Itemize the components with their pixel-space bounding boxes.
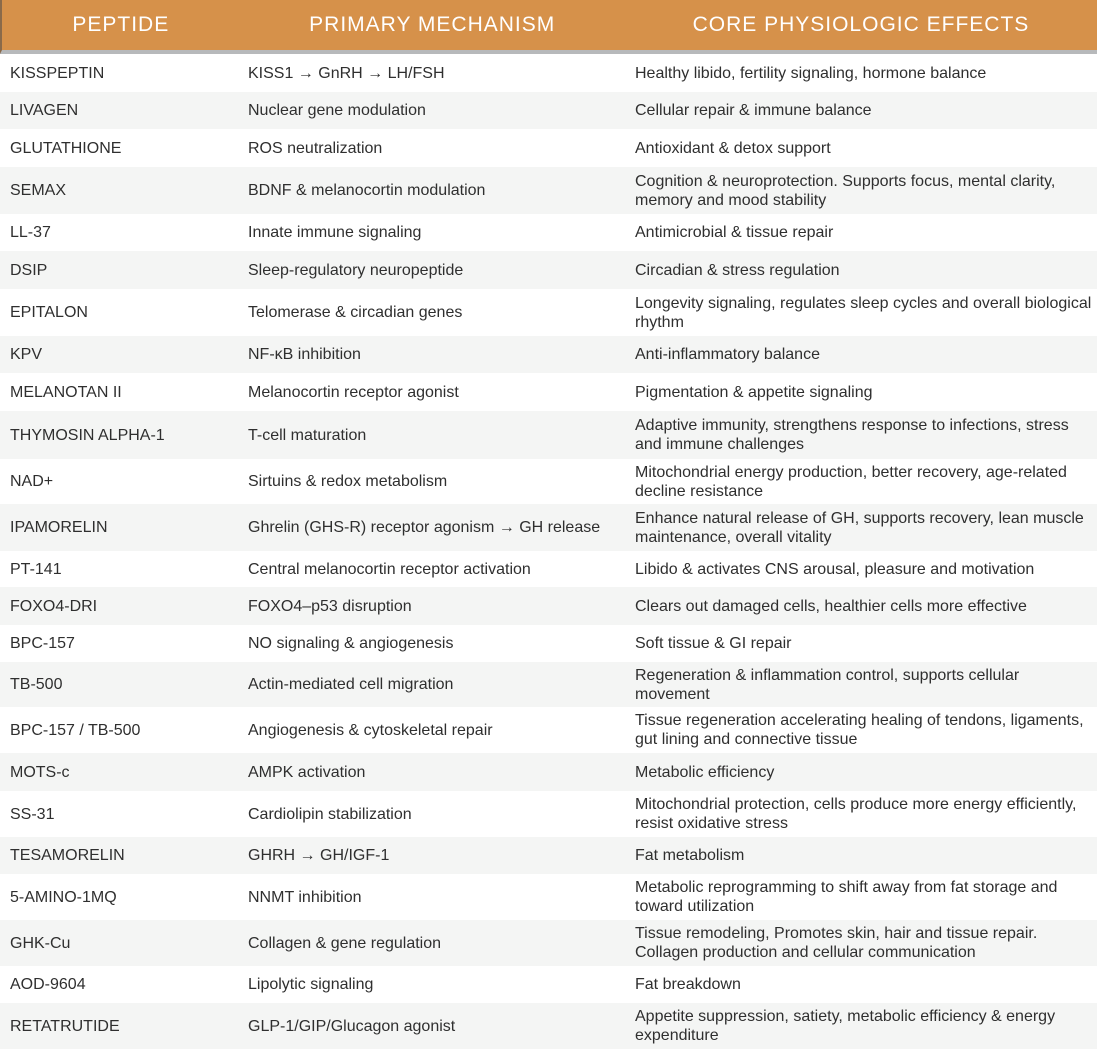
effects-cell: Fat breakdown (635, 976, 741, 993)
peptide-cell: MOTS-c (10, 763, 70, 781)
peptide-cell: TB-500 (10, 676, 63, 693)
table-row (0, 373, 1097, 411)
table-row (0, 837, 1097, 874)
mechanism-cell: Actin-mediated cell migration (248, 676, 454, 693)
table-row (0, 791, 1097, 837)
mechanism-cell: Lipolytic signaling (248, 976, 374, 993)
mechanism-cell: Angiogenesis & cytoskeletal repair (248, 721, 493, 739)
table-row (0, 92, 1097, 129)
table-row (0, 551, 1097, 587)
table-row (0, 625, 1097, 662)
peptide-cell: PT-141 (10, 560, 62, 578)
header-core-physiologic-effects: CORE PHYSIOLOGIC EFFECTS (692, 13, 1030, 36)
effects-cell: Antioxidant & detox support (635, 139, 831, 157)
table-row (0, 920, 1097, 966)
peptide-cell: BPC-157 (10, 635, 75, 652)
peptide-cell: SS-31 (10, 805, 55, 823)
effects-cell: Cellular repair & immune balance (635, 102, 872, 119)
mechanism-cell: BDNF & melanocortin modulation (248, 182, 486, 199)
effects-cell: Libido & activates CNS arousal, pleasure and motivation (635, 560, 1035, 578)
table-row (0, 707, 1097, 753)
mechanism-cell: Ghrelin (GHS-R) receptor agonism → GH release (248, 519, 601, 536)
mechanism-cell: NO signaling & angiogenesis (248, 635, 454, 652)
peptide-cell: NAD+ (10, 473, 54, 490)
table-row (0, 411, 1097, 459)
peptide-cell: AOD-9604 (10, 976, 86, 993)
mechanism-cell: Central melanocortin receptor activation (248, 560, 531, 578)
mechanism-cell: Collagen & gene regulation (248, 934, 442, 952)
mechanism-cell: T-cell maturation (248, 426, 367, 444)
mechanism-cell: NF-κB inhibition (248, 346, 361, 363)
effects-cell: Cognition & neuroprotection. Supports focus, mental clarity, memory and mood stability (635, 172, 1056, 209)
peptide-cell: LL-37 (10, 224, 51, 241)
table-row (0, 504, 1097, 551)
peptide-cell: LIVAGEN (10, 102, 79, 119)
table-body (0, 54, 1097, 1049)
peptide-cell: GLUTATHIONE (10, 139, 122, 157)
effects-cell: Metabolic efficiency (635, 763, 775, 781)
effects-cell: Soft tissue & GI repair (635, 635, 792, 652)
mechanism-cell: Innate immune signaling (248, 224, 422, 241)
table-row (0, 54, 1097, 92)
mechanism-cell: GHRH → GH/IGF-1 (248, 847, 390, 864)
effects-cell: Circadian & stress regulation (635, 261, 840, 279)
header-peptide: PEPTIDE (72, 13, 170, 36)
table-row (0, 753, 1097, 791)
peptide-cell: KPV (10, 346, 43, 363)
table-row (0, 587, 1097, 625)
peptide-cell: IPAMORELIN (10, 519, 108, 536)
table-row (0, 214, 1097, 251)
mechanism-cell: Sleep-regulatory neuropeptide (248, 261, 464, 279)
table-row (0, 1003, 1097, 1049)
effects-cell: Mitochondrial energy production, better recovery, age-related decline resistance (635, 463, 1067, 500)
table-row (0, 459, 1097, 504)
peptide-cell: KISSPEPTIN (10, 64, 105, 82)
effects-cell: Healthy libido, fertility signaling, hormone balance (635, 64, 987, 82)
effects-cell: Appetite suppression, satiety, metabolic efficiency & energy expenditure (635, 1008, 1056, 1044)
mechanism-cell: GLP-1/GIP/Glucagon agonist (248, 1017, 456, 1035)
table-row (0, 251, 1097, 289)
table-row (0, 129, 1097, 167)
effects-cell: Anti-inflammatory balance (635, 346, 820, 363)
peptide-cell: FOXO4-DRI (10, 597, 98, 615)
mechanism-cell: Telomerase & circadian genes (248, 304, 463, 321)
effects-cell: Fat metabolism (635, 847, 745, 864)
effects-cell: Tissue remodeling, Promotes skin, hair and tissue repair. Collagen production and cellular communication (635, 925, 1038, 961)
table-row (0, 336, 1097, 373)
effects-cell: Enhance natural release of GH, supports recovery, lean muscle maintenance, overall vitality (635, 509, 1084, 546)
peptide-cell: EPITALON (10, 304, 88, 321)
effects-cell: Regeneration & inflammation control, supports cellular movement (635, 666, 1020, 703)
effects-cell: Adaptive immunity, strengthens response to infections, stress and immune challenges (635, 417, 1069, 453)
mechanism-cell: FOXO4–p53 disruption (248, 597, 412, 615)
mechanism-cell: Nuclear gene modulation (248, 102, 426, 119)
table-header (0, 0, 1097, 54)
table-row (0, 289, 1097, 336)
mechanism-cell: ROS neutralization (248, 139, 383, 157)
header-primary-mechanism: PRIMARY MECHANISM (309, 13, 556, 36)
table-row (0, 167, 1097, 214)
effects-cell: Longevity signaling, regulates sleep cycles and overall biological rhythm (635, 294, 1092, 331)
effects-cell: Antimicrobial & tissue repair (635, 224, 834, 241)
mechanism-cell: Melanocortin receptor agonist (248, 383, 459, 401)
mechanism-cell: AMPK activation (248, 763, 366, 781)
peptide-cell: GHK-Cu (10, 934, 71, 952)
table-row (0, 874, 1097, 920)
effects-cell: Clears out damaged cells, healthier cells more effective (635, 597, 1027, 615)
table-row (0, 662, 1097, 707)
peptide-cell: DSIP (10, 261, 48, 279)
mechanism-cell: NNMT inhibition (248, 888, 362, 906)
peptide-cell: MELANOTAN II (10, 383, 122, 401)
effects-cell: Tissue regeneration accelerating healing of tendons, ligaments, gut lining and connective tissue (635, 712, 1084, 748)
effects-cell: Mitochondrial protection, cells produce more energy efficiently, resist oxidative stress (635, 796, 1077, 832)
mechanism-cell: Cardiolipin stabilization (248, 805, 412, 823)
mechanism-cell: Sirtuins & redox metabolism (248, 473, 448, 490)
peptide-cell: BPC-157 / TB-500 (10, 721, 141, 739)
peptide-cell: RETATRUTIDE (10, 1017, 120, 1035)
effects-cell: Pigmentation & appetite signaling (635, 383, 873, 401)
peptide-cell: 5-AMINO-1MQ (10, 888, 117, 906)
table-row (0, 966, 1097, 1003)
mechanism-cell: KISS1 → GnRH → LH/FSH (248, 64, 445, 82)
peptide-cell: TESAMORELIN (10, 847, 125, 864)
effects-cell: Metabolic reprogramming to shift away from fat storage and toward utilization (635, 879, 1058, 915)
peptide-cell: THYMOSIN ALPHA-1 (10, 426, 165, 444)
peptide-cell: SEMAX (10, 182, 67, 199)
